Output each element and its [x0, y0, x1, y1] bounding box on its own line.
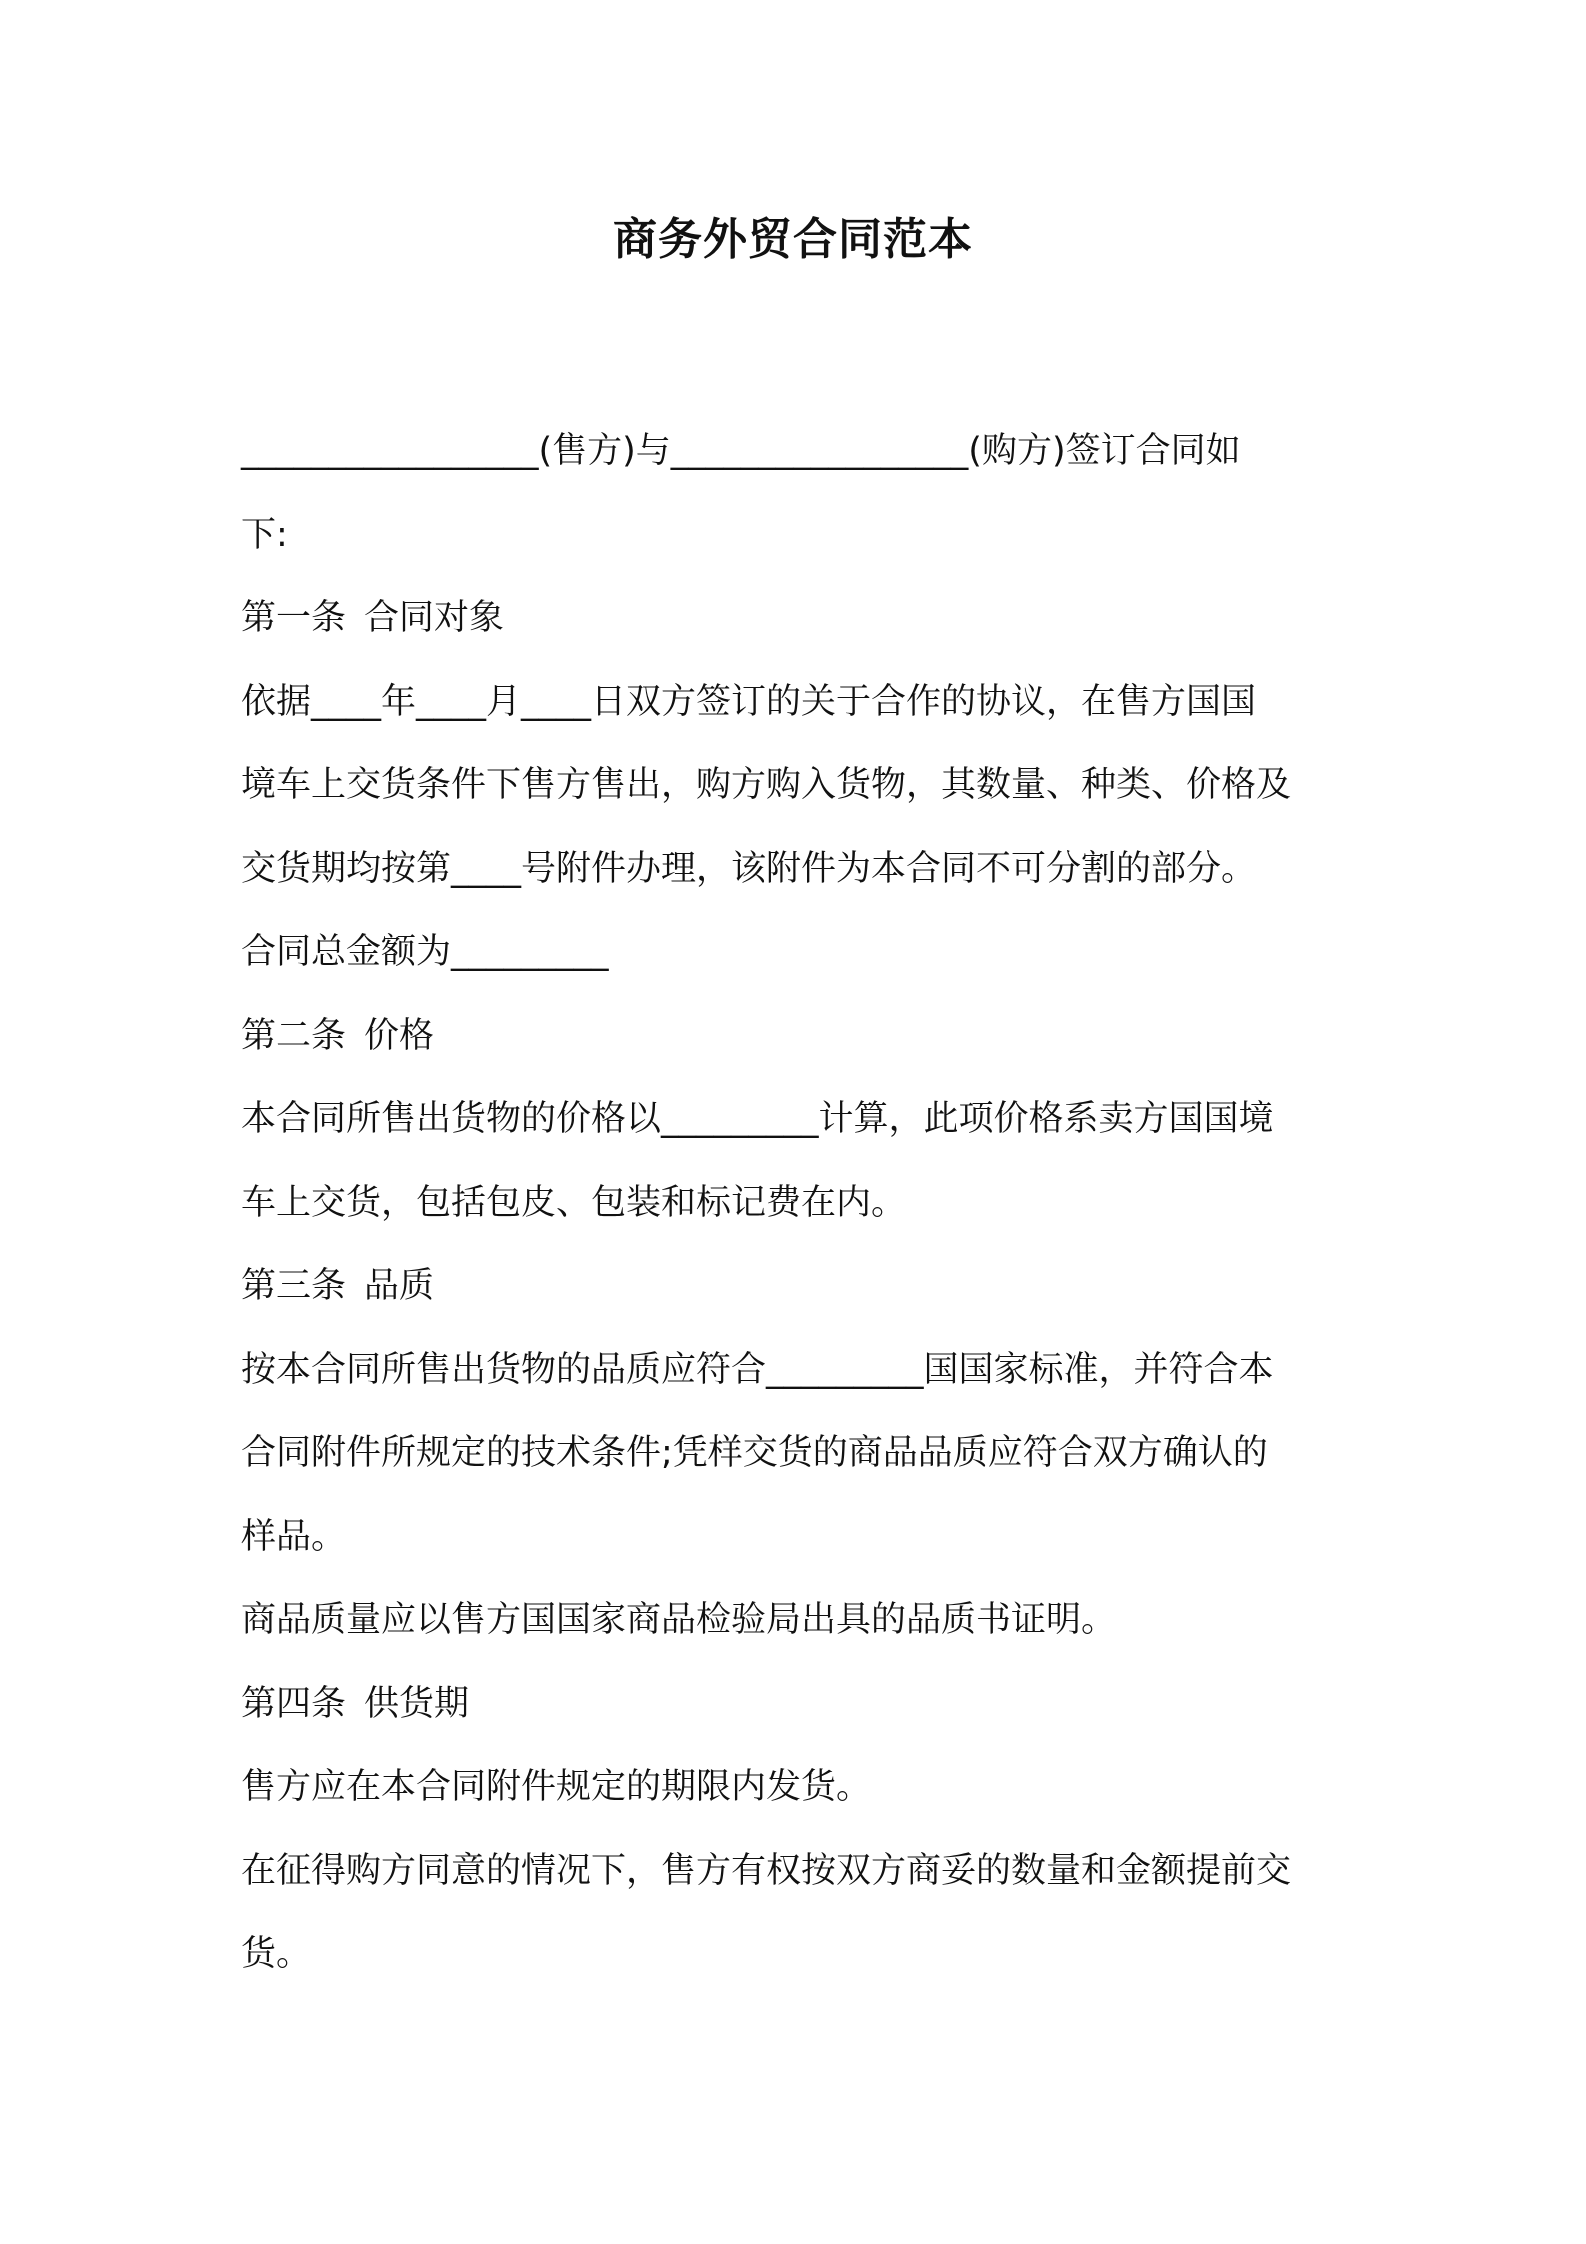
paragraph-line: 合同总金额为_________ — [241, 932, 609, 972]
contract-parties-line-end: 下: — [241, 514, 288, 555]
document-body — [241, 410, 1361, 1997]
article-number: 第三条 — [241, 1266, 347, 1306]
document-title: 商务外贸合同范本 — [613, 214, 973, 265]
paragraph-line: 合同附件所规定的技术条件;凭样交货的商品品质应符合双方确认的 — [241, 1433, 1268, 1473]
paragraph-line: 境车上交货条件下售方售出，购方购入货物，其数量、种类、价格及 — [241, 765, 1292, 805]
paragraph-line: 按本合同所售出货物的品质应符合_________国国家标准，并符合本 — [241, 1349, 1274, 1390]
paragraph-line: 售方应在本合同附件规定的期限内发货。 — [241, 1767, 872, 1807]
paragraph-line: 车上交货，包括包皮、包装和标记费在内。 — [241, 1182, 907, 1223]
paragraph-line: 样品。 — [241, 1516, 347, 1557]
article-number: 第二条 — [241, 1015, 347, 1056]
contract-parties-line: _________________(售方)与_________________(购方)签订合同如 — [241, 431, 1241, 471]
paragraph-line: 在征得购方同意的情况下，售方有权按双方商妥的数量和金额提前交 — [241, 1850, 1292, 1891]
article-3-heading — [241, 1245, 1361, 1329]
article-name: 价格 — [364, 1015, 435, 1056]
article-name: 合同对象 — [364, 598, 505, 638]
article-number: 第四条 — [241, 1683, 347, 1724]
paragraph-line: 交货期均按第____号附件办理，该附件为本合同不可分割的部分。 — [241, 848, 1257, 889]
paragraph-line: 货。 — [241, 1934, 312, 1974]
paragraph-line: 本合同所售出货物的价格以_________计算，此项价格系卖方国国境 — [241, 1099, 1274, 1139]
article-4-heading — [241, 1663, 1361, 1747]
paragraph-line: 依据____年____月____日双方签订的关于合作的协议，在售方国国 — [241, 681, 1257, 722]
article-number: 第一条 — [241, 598, 347, 638]
article-2-heading — [241, 995, 1361, 1079]
article-1-heading — [241, 577, 1361, 661]
paragraph-line: 商品质量应以售方国国家商品检验局出具的品质书证明。 — [241, 1600, 1117, 1640]
article-name: 供货期 — [364, 1683, 470, 1724]
article-name: 品质 — [364, 1266, 435, 1306]
